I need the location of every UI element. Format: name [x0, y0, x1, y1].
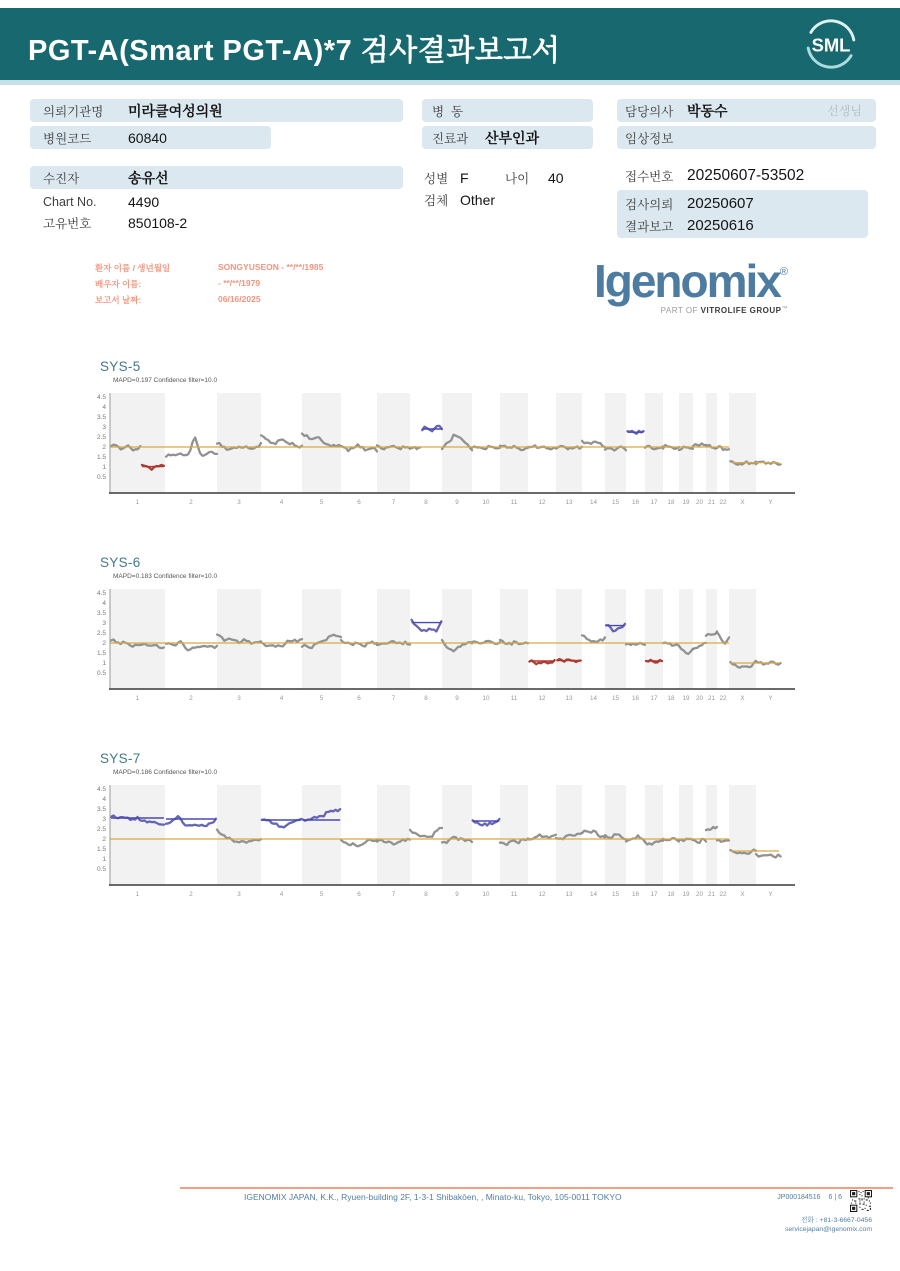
field-row-unique-no [30, 211, 403, 234]
field-value: 박동수 [687, 102, 728, 119]
field-label: 검체 [424, 193, 449, 208]
svg-text:20: 20 [695, 695, 704, 702]
patient-value: 06/16/2025 [218, 294, 261, 304]
dates-block [617, 190, 868, 238]
svg-text:4: 4 [102, 600, 106, 608]
patient-label: 배우자 이름: [95, 279, 142, 289]
svg-text:2.5: 2.5 [96, 826, 106, 834]
chart-sys6 [88, 554, 818, 707]
svg-text:5: 5 [319, 499, 324, 506]
svg-text:1.5: 1.5 [96, 846, 106, 854]
igenomix-logo [528, 255, 788, 315]
svg-text:3: 3 [102, 816, 106, 824]
field-row-doctor [617, 99, 876, 122]
header-shadow-strip [0, 80, 900, 85]
field-label: 접수번호 [625, 169, 674, 184]
chart-plot [88, 589, 818, 707]
field-value: 20250616 [687, 217, 754, 234]
svg-text:11: 11 [510, 695, 518, 702]
patient-label: 보고서 날짜: [95, 295, 142, 305]
svg-text:3.5: 3.5 [96, 414, 106, 422]
svg-text:15: 15 [611, 891, 620, 898]
svg-text:8: 8 [424, 891, 428, 898]
field-label: 고유번호 [43, 216, 92, 231]
svg-text:11: 11 [510, 499, 518, 506]
svg-text:4: 4 [102, 404, 106, 412]
svg-text:12: 12 [538, 891, 546, 898]
svg-text:7: 7 [391, 891, 396, 898]
footer-divider [180, 1187, 893, 1189]
svg-text:1: 1 [102, 856, 106, 864]
svg-text:10: 10 [482, 891, 490, 898]
chart-plot [88, 393, 818, 511]
field-label: 나이 [505, 171, 530, 186]
vitrolife-tagline: PART OF VITROLIFE GROUP™ [660, 306, 788, 315]
field-value: 산부인과 [485, 129, 540, 146]
field-label: 의뢰기관명 [43, 104, 104, 119]
field-row-report-date [625, 214, 865, 237]
svg-text:0.5: 0.5 [96, 474, 106, 482]
svg-text:10: 10 [482, 695, 490, 702]
chart-sys5 [88, 358, 818, 511]
doctor-honorific: 선생님 [827, 104, 862, 118]
svg-text:2.5: 2.5 [96, 434, 106, 442]
field-label: 결과보고 [625, 219, 674, 234]
svg-text:2: 2 [189, 891, 193, 898]
field-value: 미라클여성의원 [128, 102, 223, 119]
svg-text:22: 22 [719, 499, 727, 506]
footer-meta [777, 1190, 872, 1233]
igenomix-wordmark: Igenomix® [593, 255, 788, 307]
field-value: 4490 [128, 193, 160, 210]
svg-text:1: 1 [102, 464, 106, 472]
chart-title: SYS-6 [100, 555, 141, 570]
field-value: Other [460, 191, 496, 208]
svg-text:6: 6 [357, 499, 361, 506]
svg-text:2: 2 [189, 695, 193, 702]
svg-text:7: 7 [391, 695, 396, 702]
svg-text:6: 6 [357, 695, 361, 702]
svg-text:0.5: 0.5 [96, 670, 106, 678]
svg-text:14: 14 [589, 891, 598, 898]
svg-text:17: 17 [650, 499, 658, 506]
svg-text:16: 16 [631, 695, 640, 702]
svg-text:20: 20 [695, 891, 704, 898]
footer-phone: 전화 : +81-3-6667-0456 [800, 1217, 872, 1224]
svg-text:5: 5 [319, 891, 324, 898]
svg-text:19: 19 [682, 891, 690, 898]
footer-address: IGENOMIX JAPAN, K.K., Ryuen-building 2F, 1-3-1 Shibakōen, , Minato-ku, Tokyo, 105-0011 TOKYO [244, 1192, 622, 1202]
chart-subtitle: MAPD=0.183 Confidence filter=10.0 [113, 573, 218, 580]
svg-text:14: 14 [589, 695, 598, 702]
svg-text:21: 21 [707, 695, 716, 702]
svg-text:8: 8 [424, 695, 428, 702]
svg-text:1.5: 1.5 [96, 650, 106, 658]
chart-title: SYS-5 [100, 359, 141, 374]
footer-doc-id: JP000184516 [777, 1194, 821, 1201]
qr-code-icon [850, 1190, 872, 1212]
svg-text:15: 15 [611, 695, 620, 702]
svg-text:3.5: 3.5 [96, 610, 106, 618]
chart-subtitle: MAPD=0.197 Confidence filter=10.0 [113, 377, 218, 384]
svg-text:X: X [740, 695, 745, 702]
svg-text:0.5: 0.5 [96, 866, 106, 874]
field-row-clinical-info [617, 126, 876, 149]
field-row-patient [30, 166, 403, 189]
field-row-specimen [422, 188, 624, 211]
chart-subtitle: MAPD=0.186 Confidence filter=10.0 [113, 769, 218, 776]
patient-value: - **/**/1979 [218, 278, 261, 288]
svg-text:22: 22 [719, 695, 727, 702]
field-row-request-date [625, 192, 865, 215]
svg-text:3: 3 [102, 424, 106, 432]
svg-text:2.5: 2.5 [96, 630, 106, 638]
svg-text:18: 18 [667, 499, 675, 506]
svg-text:16: 16 [631, 891, 640, 898]
svg-text:13: 13 [565, 499, 573, 506]
svg-text:9: 9 [455, 499, 459, 506]
svg-text:19: 19 [682, 695, 690, 702]
svg-text:Y: Y [768, 499, 773, 506]
field-value: 60840 [128, 129, 167, 146]
field-label: 병원코드 [43, 131, 92, 146]
svg-text:3: 3 [237, 695, 241, 702]
svg-text:Y: Y [768, 891, 773, 898]
page-title: PGT-A(Smart PGT-A)*7 검사결과보고서 [28, 35, 561, 67]
field-label: 진료과 [432, 131, 469, 146]
header-bar [0, 8, 900, 80]
svg-text:8: 8 [424, 499, 428, 506]
field-label: 성별 [424, 171, 449, 186]
svg-text:14: 14 [589, 499, 598, 506]
chart-plot [88, 785, 818, 903]
field-row-ward [422, 99, 593, 122]
svg-text:12: 12 [538, 695, 546, 702]
svg-text:20: 20 [695, 499, 704, 506]
svg-text:Y: Y [768, 695, 773, 702]
svg-text:1.5: 1.5 [96, 454, 106, 462]
svg-text:7: 7 [391, 499, 396, 506]
svg-text:17: 17 [650, 891, 658, 898]
svg-text:4: 4 [279, 891, 284, 898]
svg-text:2: 2 [102, 836, 106, 844]
svg-text:9: 9 [455, 891, 459, 898]
svg-text:13: 13 [565, 891, 573, 898]
field-value: 송유선 [128, 169, 169, 186]
field-value: 20250607-53502 [687, 166, 805, 184]
svg-text:4.5: 4.5 [96, 786, 106, 794]
svg-text:1: 1 [102, 660, 106, 668]
svg-text:21: 21 [707, 891, 716, 898]
svg-text:12: 12 [538, 499, 546, 506]
svg-text:19: 19 [682, 499, 690, 506]
svg-text:X: X [740, 891, 745, 898]
svg-text:4: 4 [279, 499, 284, 506]
svg-text:2: 2 [102, 640, 106, 648]
field-row-institution [30, 99, 403, 122]
svg-text:4.5: 4.5 [96, 394, 106, 402]
field-row-receipt-no [617, 164, 876, 187]
svg-text:22: 22 [719, 891, 727, 898]
svg-text:1: 1 [135, 891, 140, 898]
svg-text:4: 4 [102, 796, 106, 804]
svg-text:11: 11 [510, 891, 518, 898]
svg-text:4: 4 [279, 695, 284, 702]
svg-text:16: 16 [631, 499, 640, 506]
field-value: 20250607 [687, 195, 754, 212]
field-value: F [460, 169, 469, 186]
field-label: 검사의뢰 [625, 197, 674, 212]
field-row-chart-no [30, 190, 403, 213]
field-row-sex-age [422, 166, 624, 189]
field-label: 임상정보 [625, 131, 674, 146]
svg-text:3: 3 [237, 891, 241, 898]
report-date-row [95, 294, 261, 307]
svg-text:5: 5 [319, 695, 324, 702]
svg-text:6: 6 [357, 891, 361, 898]
patient-name-row [95, 262, 323, 275]
svg-text:21: 21 [707, 499, 716, 506]
svg-text:18: 18 [667, 891, 675, 898]
svg-text:1: 1 [135, 695, 140, 702]
field-row-department [422, 126, 593, 149]
svg-text:3: 3 [237, 499, 241, 506]
svg-text:4.5: 4.5 [96, 590, 106, 598]
footer-email: servicejapan@igenomix.com [785, 1226, 872, 1233]
svg-text:2: 2 [189, 499, 193, 506]
field-label: 담당의사 [625, 104, 674, 119]
svg-text:17: 17 [650, 695, 658, 702]
patient-value: SONGYUSEON - **/**/1985 [218, 262, 324, 272]
field-label: Chart No. [43, 194, 97, 209]
field-label: 병 동 [432, 104, 464, 119]
svg-text:3: 3 [102, 620, 106, 628]
svg-text:X: X [740, 499, 745, 506]
svg-text:1: 1 [135, 499, 140, 506]
field-row-hospital-code [30, 126, 271, 149]
field-value: 850108-2 [128, 214, 188, 231]
sml-logo-icon [802, 15, 860, 73]
field-value: 40 [548, 169, 564, 186]
partner-name-row [95, 278, 260, 291]
svg-text:13: 13 [565, 695, 573, 702]
svg-text:3.5: 3.5 [96, 806, 106, 814]
chart-title: SYS-7 [100, 751, 141, 766]
svg-text:9: 9 [455, 695, 459, 702]
svg-text:SML: SML [811, 34, 851, 56]
chart-sys7 [88, 750, 818, 903]
field-label: 수진자 [43, 171, 80, 186]
svg-text:18: 18 [667, 695, 675, 702]
footer-page-indicator: 6 | 6 [828, 1194, 842, 1201]
patient-label: 환자 이름 / 생년월일 [95, 263, 171, 273]
svg-text:15: 15 [611, 499, 620, 506]
svg-text:10: 10 [482, 499, 490, 506]
svg-text:2: 2 [102, 444, 106, 452]
